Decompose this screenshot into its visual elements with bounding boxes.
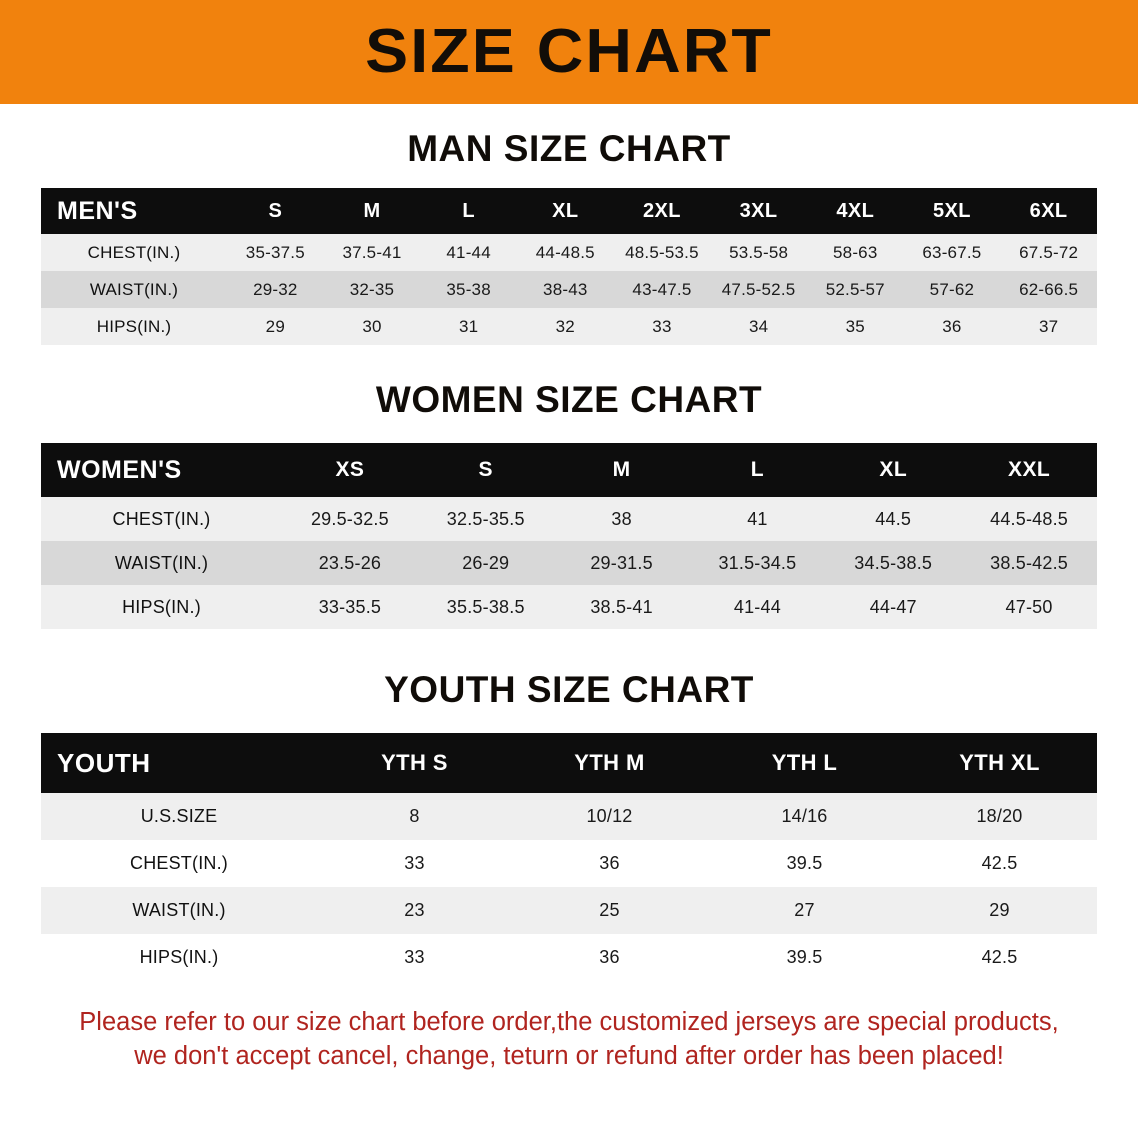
footer-note-line-1: Please refer to our size chart before order,the customized jerseys are special products, xyxy=(79,1008,1059,1036)
women-cell-0-5: 44.5-48.5 xyxy=(961,497,1097,541)
man-header-size-1: M xyxy=(324,188,421,234)
women-cell-2-1: 35.5-38.5 xyxy=(418,585,554,629)
women-header-rowlabel: WOMEN'S xyxy=(41,443,282,497)
man-header-rowlabel: MEN'S xyxy=(41,188,227,234)
table-row xyxy=(41,934,1097,981)
man-cell-2-7: 36 xyxy=(904,308,1001,345)
youth-cell-0-1: 10/12 xyxy=(512,793,707,840)
man-cell-0-0: 35-37.5 xyxy=(227,234,324,271)
youth-table-header xyxy=(41,733,1097,793)
man-cell-1-3: 38-43 xyxy=(517,271,614,308)
women-cell-2-5: 47-50 xyxy=(961,585,1097,629)
women-header-size-1: S xyxy=(418,443,554,497)
women-cell-0-4: 44.5 xyxy=(825,497,961,541)
man-cell-0-1: 37.5-41 xyxy=(324,234,421,271)
women-table-body xyxy=(41,497,1097,629)
youth-header-rowlabel: YOUTH xyxy=(41,733,317,793)
table-row xyxy=(41,585,1097,629)
man-row-label-1: WAIST(IN.) xyxy=(41,271,227,308)
youth-cell-0-3: 18/20 xyxy=(902,793,1097,840)
man-cell-1-1: 32-35 xyxy=(324,271,421,308)
man-header-size-5: 3XL xyxy=(710,188,807,234)
women-cell-1-0: 23.5-26 xyxy=(282,541,418,585)
table-row xyxy=(41,308,1097,345)
youth-cell-2-2: 27 xyxy=(707,887,902,934)
man-header-size-3: XL xyxy=(517,188,614,234)
table-row xyxy=(41,234,1097,271)
youth-cell-3-1: 36 xyxy=(512,934,707,981)
women-size-table xyxy=(41,443,1097,629)
women-cell-2-2: 38.5-41 xyxy=(554,585,690,629)
women-row-label-1: WAIST(IN.) xyxy=(41,541,282,585)
youth-cell-1-2: 39.5 xyxy=(707,840,902,887)
women-cell-2-3: 41-44 xyxy=(689,585,825,629)
man-cell-2-5: 34 xyxy=(710,308,807,345)
footer-note-line-2: we don't accept cancel, change, teturn or refund after order has been placed! xyxy=(134,1042,1004,1071)
table-row xyxy=(41,887,1097,934)
youth-cell-2-0: 23 xyxy=(317,887,512,934)
youth-cell-1-0: 33 xyxy=(317,840,512,887)
man-cell-2-0: 29 xyxy=(227,308,324,345)
women-row-label-2: HIPS(IN.) xyxy=(41,585,282,629)
man-cell-0-4: 48.5-53.5 xyxy=(614,234,711,271)
man-header-size-0: S xyxy=(227,188,324,234)
man-cell-1-8: 62-66.5 xyxy=(1000,271,1097,308)
man-cell-2-1: 30 xyxy=(324,308,421,345)
youth-table-wrap xyxy=(41,733,1097,981)
man-row-label-0: CHEST(IN.) xyxy=(41,234,227,271)
women-cell-2-0: 33-35.5 xyxy=(282,585,418,629)
table-row xyxy=(41,541,1097,585)
table-row xyxy=(41,840,1097,887)
footer-note xyxy=(39,1005,1099,1074)
women-cell-1-5: 38.5-42.5 xyxy=(961,541,1097,585)
youth-cell-3-2: 39.5 xyxy=(707,934,902,981)
women-cell-0-2: 38 xyxy=(554,497,690,541)
man-cell-1-6: 52.5-57 xyxy=(807,271,904,308)
women-table-wrap xyxy=(41,443,1097,629)
man-cell-1-0: 29-32 xyxy=(227,271,324,308)
man-table-body xyxy=(41,234,1097,345)
youth-header-size-3: YTH XL xyxy=(902,733,1097,793)
women-section-title: WOMEN SIZE CHART xyxy=(375,379,763,420)
man-table-header xyxy=(41,188,1097,234)
man-cell-2-4: 33 xyxy=(614,308,711,345)
women-row-label-0: CHEST(IN.) xyxy=(41,497,282,541)
women-header-size-5: XXL xyxy=(961,443,1097,497)
man-cell-2-2: 31 xyxy=(420,308,517,345)
man-header-size-4: 2XL xyxy=(614,188,711,234)
youth-cell-1-3: 42.5 xyxy=(902,840,1097,887)
youth-cell-2-3: 29 xyxy=(902,887,1097,934)
youth-section-title: YOUTH SIZE CHART xyxy=(384,669,754,710)
man-cell-0-5: 53.5-58 xyxy=(710,234,807,271)
youth-row-label-0: U.S.SIZE xyxy=(41,793,317,840)
man-header-size-2: L xyxy=(420,188,517,234)
man-section-title: MAN SIZE CHART xyxy=(407,128,731,169)
man-table-wrap xyxy=(41,188,1097,345)
youth-cell-0-0: 8 xyxy=(317,793,512,840)
man-cell-0-6: 58-63 xyxy=(807,234,904,271)
youth-cell-0-2: 14/16 xyxy=(707,793,902,840)
women-cell-0-0: 29.5-32.5 xyxy=(282,497,418,541)
man-size-table xyxy=(41,188,1097,345)
youth-row-label-1: CHEST(IN.) xyxy=(41,840,317,887)
man-cell-1-2: 35-38 xyxy=(420,271,517,308)
man-header-size-8: 6XL xyxy=(1000,188,1097,234)
table-row xyxy=(41,793,1097,840)
table-header-row xyxy=(41,443,1097,497)
man-cell-0-2: 41-44 xyxy=(420,234,517,271)
man-cell-2-3: 32 xyxy=(517,308,614,345)
women-cell-1-2: 29-31.5 xyxy=(554,541,690,585)
women-cell-0-1: 32.5-35.5 xyxy=(418,497,554,541)
man-cell-2-6: 35 xyxy=(807,308,904,345)
page-banner xyxy=(0,0,1138,104)
youth-header-size-1: YTH M xyxy=(512,733,707,793)
youth-cell-2-1: 25 xyxy=(512,887,707,934)
women-cell-1-3: 31.5-34.5 xyxy=(689,541,825,585)
man-cell-1-5: 47.5-52.5 xyxy=(710,271,807,308)
women-cell-0-3: 41 xyxy=(689,497,825,541)
man-row-label-2: HIPS(IN.) xyxy=(41,308,227,345)
man-header-size-7: 5XL xyxy=(904,188,1001,234)
man-cell-1-4: 43-47.5 xyxy=(614,271,711,308)
man-cell-0-7: 63-67.5 xyxy=(904,234,1001,271)
table-header-row xyxy=(41,733,1097,793)
youth-row-label-2: WAIST(IN.) xyxy=(41,887,317,934)
table-row xyxy=(41,497,1097,541)
women-table-header xyxy=(41,443,1097,497)
youth-table-body xyxy=(41,793,1097,981)
man-cell-0-8: 67.5-72 xyxy=(1000,234,1097,271)
table-header-row xyxy=(41,188,1097,234)
youth-cell-1-1: 36 xyxy=(512,840,707,887)
youth-header-size-0: YTH S xyxy=(317,733,512,793)
man-cell-2-8: 37 xyxy=(1000,308,1097,345)
table-row xyxy=(41,271,1097,308)
youth-size-table xyxy=(41,733,1097,981)
man-cell-0-3: 44-48.5 xyxy=(517,234,614,271)
youth-cell-3-0: 33 xyxy=(317,934,512,981)
man-header-size-6: 4XL xyxy=(807,188,904,234)
women-header-size-4: XL xyxy=(825,443,961,497)
youth-cell-3-3: 42.5 xyxy=(902,934,1097,981)
women-header-size-0: XS xyxy=(282,443,418,497)
page-title: SIZE CHART xyxy=(365,17,773,86)
women-cell-1-1: 26-29 xyxy=(418,541,554,585)
youth-header-size-2: YTH L xyxy=(707,733,902,793)
women-header-size-3: L xyxy=(689,443,825,497)
women-cell-2-4: 44-47 xyxy=(825,585,961,629)
youth-row-label-3: HIPS(IN.) xyxy=(41,934,317,981)
women-cell-1-4: 34.5-38.5 xyxy=(825,541,961,585)
man-cell-1-7: 57-62 xyxy=(904,271,1001,308)
women-header-size-2: M xyxy=(554,443,690,497)
